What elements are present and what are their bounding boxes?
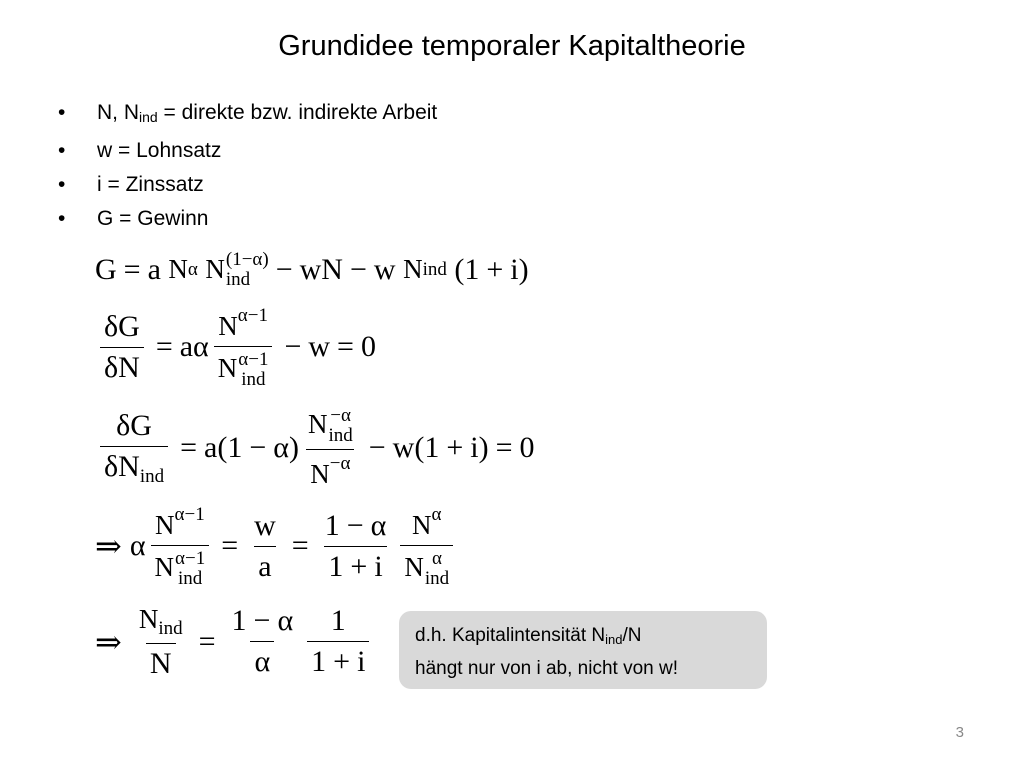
- definition-list: [58, 96, 437, 236]
- equation-foc-indirect-labor: $\frac{\delta G}{\delta N_{ind}}$ = a(1 − α) N −α ind $N^{-\alpha}$ − w(1 + i) = 0: [95, 406, 535, 491]
- equation-foc-direct-labor: $\frac{\delta G}{\delta N}$ = aα $N^{\alpha-1}$ N α−1 ind − w = 0: [95, 305, 376, 390]
- slide-title: Grundidee temporaler Kapitaltheorie: [278, 30, 746, 62]
- bullet-item: • G = Gewinn: [58, 202, 437, 236]
- callout-line-1: d.h. Kapitalintensität $N_{ind}/N$: [415, 625, 642, 647]
- equation-profit: G = a N α N (1−α) ind − wN − w N ind (1 + i): [95, 249, 529, 290]
- page-number: 3: [955, 724, 964, 741]
- equation-ratio-condition: ⇒ α $N^{\alpha-1}$ N α−1 ind = $\frac{w}{a}$ = $\frac{1 - \alpha}{1 + i}$ $N^\alpha$ N α ind: [95, 504, 458, 589]
- bullet-item: • N, $N_{ind}$ = direkte bzw. indirekte Arbeit: [58, 96, 437, 134]
- conclusion-callout: [399, 611, 767, 689]
- callout-line-2: hängt nur von i ab, nicht von w!: [415, 658, 678, 679]
- equation-capital-intensity: ⇒ $\frac{N_{ind}}{N}$ = $\frac{1 - \alpha}{\alpha}$ $\frac{1}{1 + i}$: [95, 602, 374, 681]
- bullet-item: • w = Lohnsatz: [58, 134, 437, 168]
- bullet-item: • i = Zinssatz: [58, 168, 437, 202]
